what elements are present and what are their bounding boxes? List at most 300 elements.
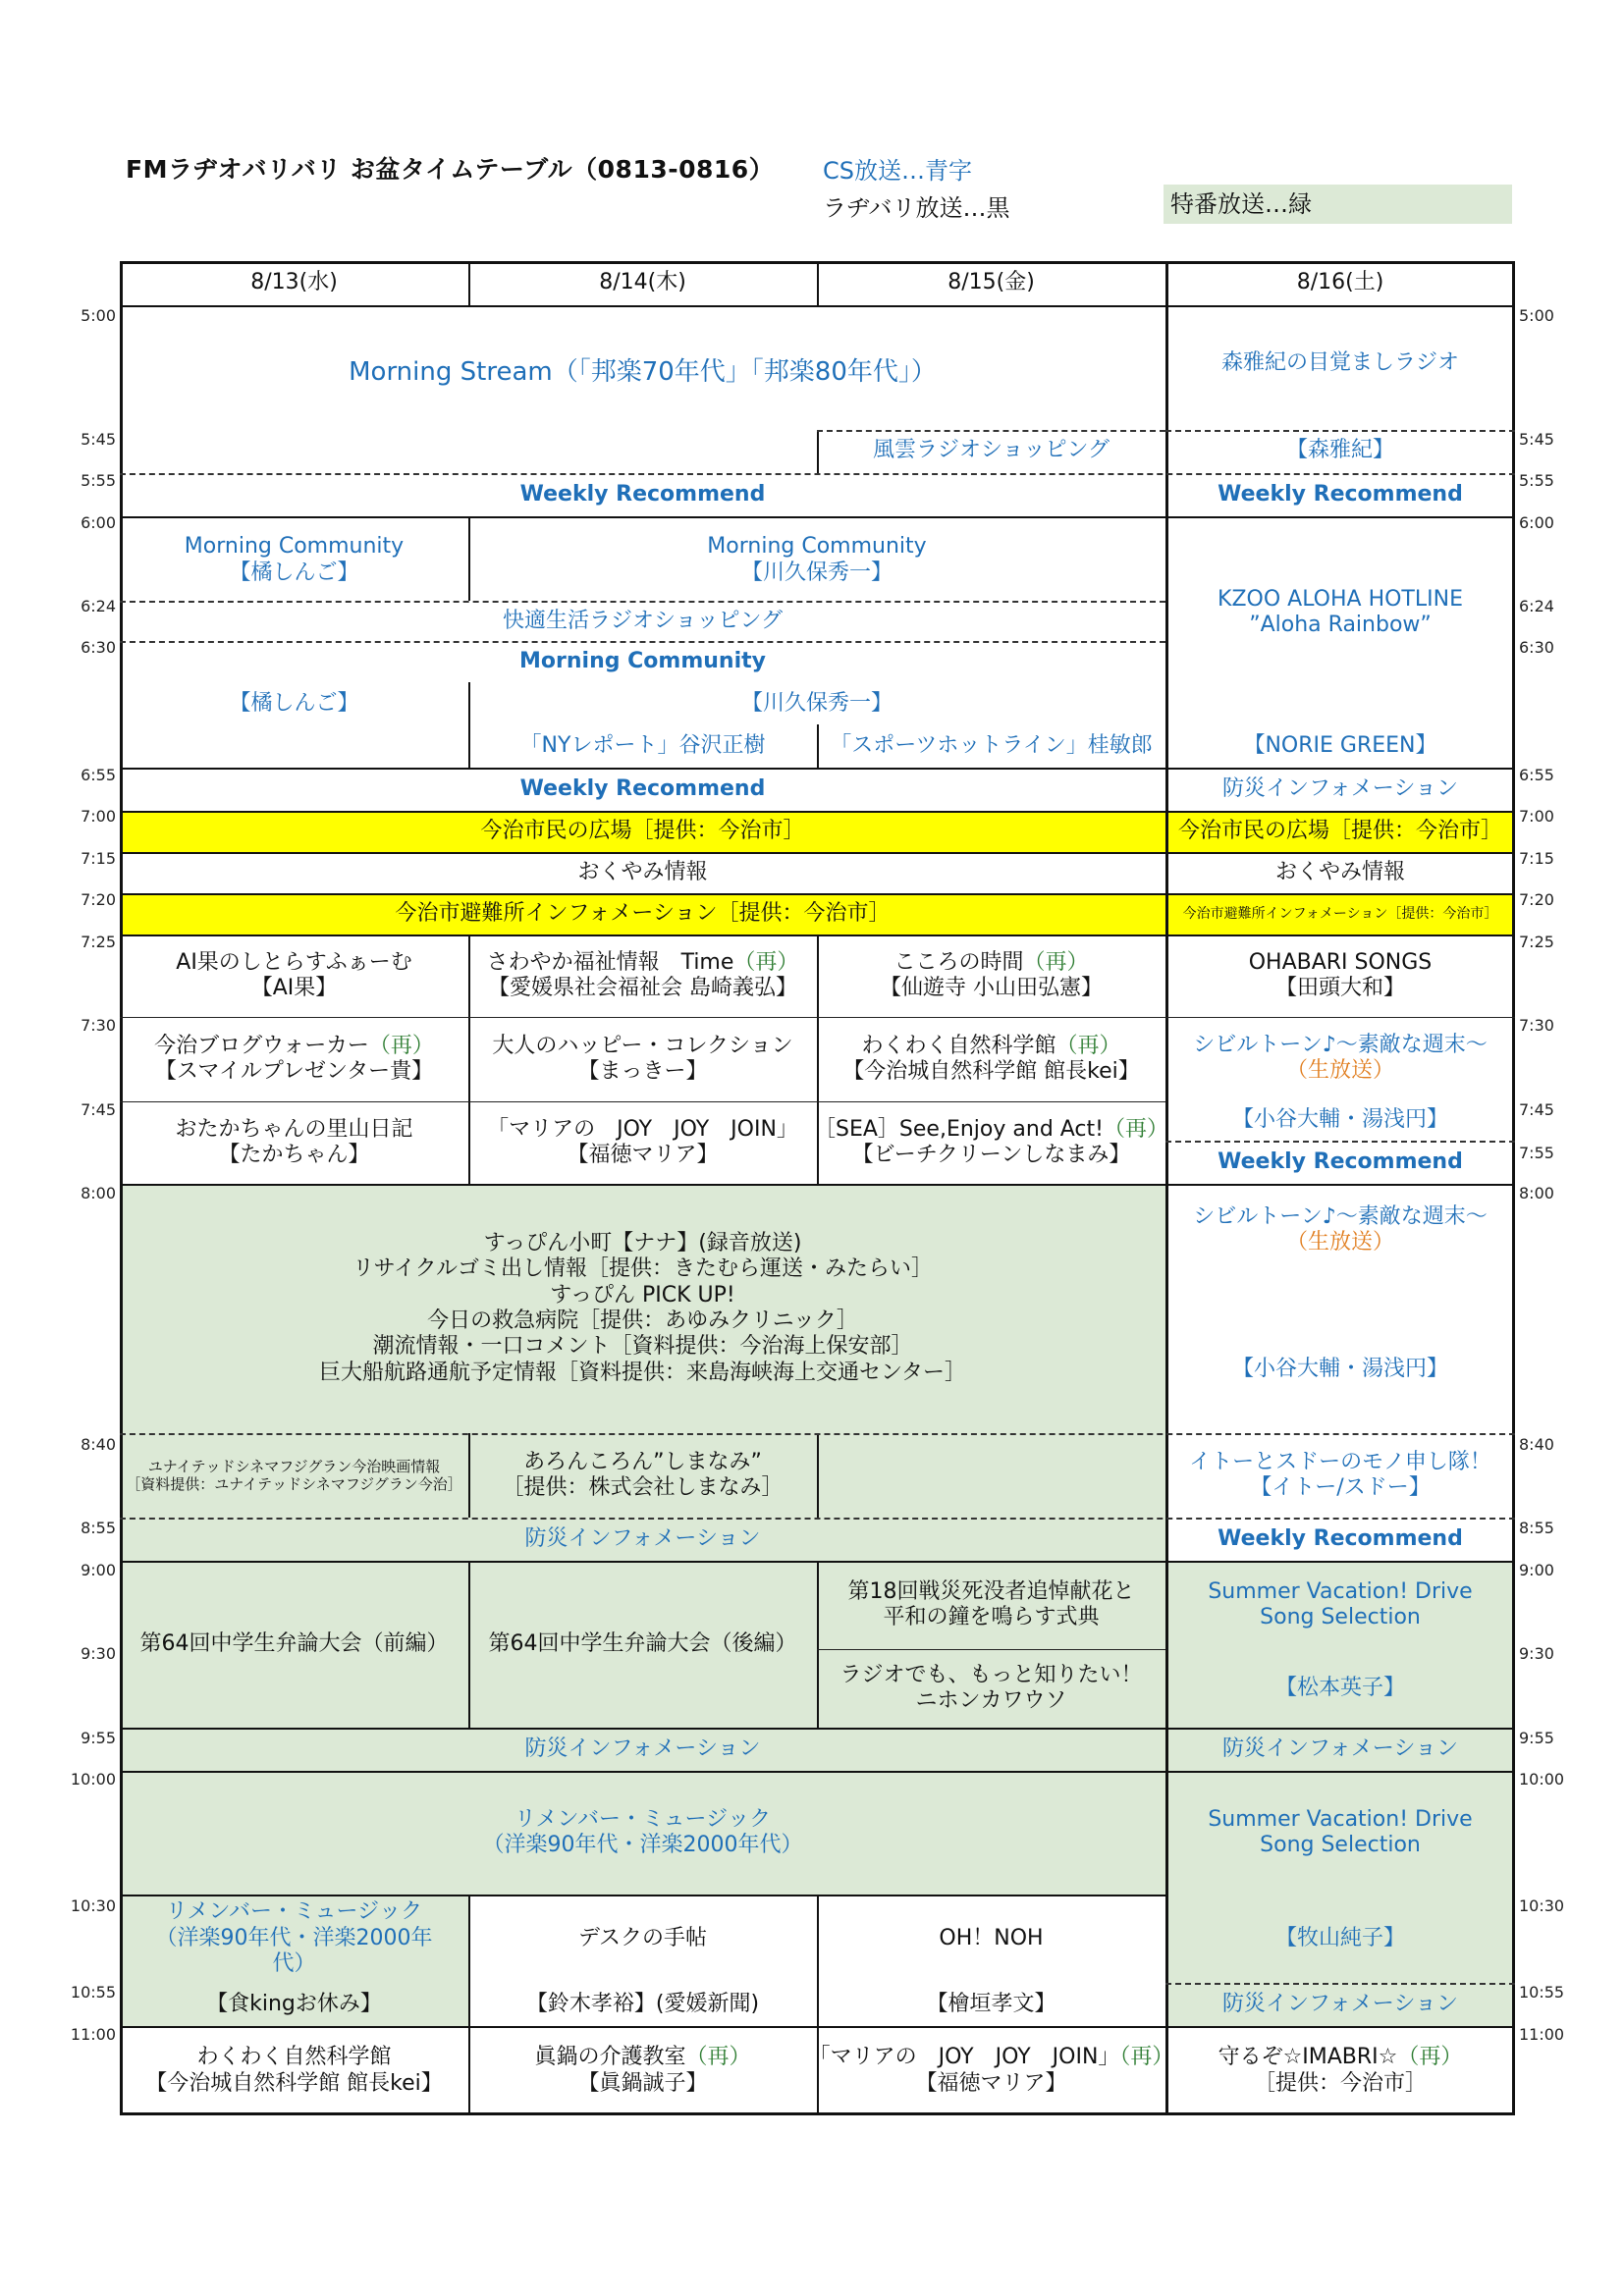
program-title: Weekly Recommend [519,481,766,507]
program-text [484,1231,802,1256]
time-label-right: 9:00 [1519,1561,1554,1579]
program-title: わくわく自然科学館 [196,2045,392,2070]
program-title: 【イトー/スドー】 [1250,1475,1431,1500]
program-title: あろんころん”しまなみ” [523,1449,762,1474]
program-title: 今治市避難所インフォメーション［提供：今治市］ [1182,905,1498,922]
program-text [1208,1807,1472,1833]
time-label-right: 5:00 [1519,306,1554,325]
program-text [1222,1736,1458,1762]
program-text [524,1526,760,1552]
time-label-left: 7:15 [81,849,116,868]
program-text [145,2071,443,2097]
program-title: 【小谷大輔・湯浅円】 [1231,1106,1448,1132]
program-cell [120,1771,1165,1895]
time-label-right: 7:15 [1519,849,1554,868]
program-text [1221,350,1459,376]
program-title: ［提供：今治市］ [1253,2070,1427,2096]
grid-line [120,893,1515,895]
time-label-left: 10:55 [70,1983,116,2002]
program-cell [814,1101,1168,1184]
program-cell [468,1017,817,1101]
program-text [126,1475,462,1493]
program-cell [468,682,1165,726]
time-label-left: 7:20 [81,890,116,909]
grid-line [1165,261,1168,2115]
program-text [520,733,766,759]
program-text [1275,976,1405,1001]
program-title: 【牧山純子】 [1274,1925,1405,1950]
program-cell [120,1895,468,1983]
program-text [883,1605,1099,1630]
grid-line [468,261,470,305]
program-cell [468,1433,817,1518]
program-text [229,691,358,717]
time-label-right: 6:00 [1519,513,1554,532]
grid-line [1165,430,1515,432]
program-title: 平和の鐘を鳴らす式典 [883,1605,1100,1629]
program-cell [1165,1141,1515,1184]
time-label-right: 7:20 [1519,890,1554,909]
time-label-left: 7:45 [81,1100,116,1119]
program-cell [120,305,1165,440]
grid-line [468,516,470,601]
grid-line [120,811,1515,813]
program-cell [1165,516,1515,709]
program-text [487,950,799,976]
program-cell [120,1184,1165,1433]
grid-line [120,852,1515,854]
program-title: リメンバー・ミュージック [165,1899,423,1925]
grid-line [120,1101,1165,1102]
program-cell [1165,305,1515,422]
grid-line [120,2026,1515,2028]
program-text [1243,733,1436,759]
time-label-right: 9:55 [1519,1729,1554,1747]
program-title: すっぴん PICK UP! [550,1282,735,1308]
rebroadcast-mark: （再） [1023,949,1089,975]
program-cell [468,724,817,768]
program-text [176,950,411,976]
program-cell [120,641,1165,682]
grid-line [1165,1983,1515,1985]
program-cell [1165,1518,1515,1561]
program-title: KZOO ALOHA HOTLINE [1218,586,1463,612]
program-cell [817,1649,1165,1728]
grid-line [468,1561,470,1728]
program-title: わくわく自然科学館 [861,1033,1056,1058]
program-text [861,1034,1120,1059]
program-text [550,1283,734,1308]
program-text [1193,1204,1488,1230]
program-cell [468,1101,817,1184]
program-text [427,1308,858,1334]
program-title: ［提供：株式会社しまなみ］ [502,1475,784,1500]
program-text [1218,1526,1463,1552]
rebroadcast-mark: （再） [1397,2045,1463,2070]
program-text [349,357,937,388]
program-text [154,1034,434,1059]
program-text [502,1475,783,1501]
program-title: Weekly Recommend [519,775,766,801]
time-label-right: 8:40 [1519,1435,1554,1454]
legend-special: 特番放送…緑 [1164,185,1512,224]
time-label-right: 7:25 [1519,933,1554,951]
program-text [185,534,404,560]
program-title: 【川久保秀一】 [740,560,893,585]
program-cell [1165,1184,1515,1276]
program-title: 防災インフォメーション [1221,1991,1459,2016]
program-title: すっぴん小町【ナナ】(録音放送) [483,1230,802,1255]
program-title: 今治ブログウォーカー [154,1033,369,1058]
program-title: ［資料提供：ユナイテッドシネマフジグラン今治］ [126,1475,462,1493]
program-cell [120,934,468,1017]
grid-line [817,1561,819,1728]
program-text [251,976,338,1001]
program-text [893,950,1088,976]
program-text [524,1736,760,1762]
program-cell [817,1895,1165,1983]
program-text [577,2071,707,2097]
program-text [1178,819,1502,844]
program-title: 【スマイルプレゼンター貴】 [154,1059,434,1084]
time-label-right: 6:30 [1519,638,1554,657]
time-label-left: 6:30 [81,638,116,657]
rebroadcast-mark: （再） [733,949,799,975]
program-text [830,733,1152,759]
program-title: 【橘しんご】 [229,691,359,717]
grid-line [817,1895,819,2115]
program-title: 【AI果】 [250,976,338,1000]
program-cell [1165,768,1515,811]
program-text [148,1458,441,1475]
program-title: Morning Community [184,534,405,560]
time-label-right: 7:30 [1519,1016,1554,1035]
program-title: Weekly Recommend [1218,1148,1463,1174]
program-text [372,1334,912,1360]
program-title: こころの時間 [893,949,1024,975]
grid-line [817,430,819,473]
program-cell [120,811,1165,852]
program-cell [120,1101,468,1184]
program-title: 第64回中学生弁論大会（前編） [139,1630,449,1656]
page-title: FMラヂオバリバリ お盆タイムテーブル（0813-0816） [126,155,775,184]
program-title: 「マリアの JOY JOY JOIN」 [808,2045,1120,2070]
time-label-left: 6:24 [81,597,116,615]
time-label-left: 5:45 [81,430,116,449]
program-cell [817,430,1165,471]
program-title: 【福徳マリア】 [915,2070,1067,2096]
program-title: 潮流情報・一口コメント［資料提供：今治海上保安部］ [372,1334,913,1360]
program-title: リメンバー・ミュージック [514,1806,772,1832]
program-cell [120,1433,468,1518]
program-cell [468,2026,817,2115]
rebroadcast-mark: （再） [368,1033,434,1058]
program-text [926,1992,1056,2017]
program-text [520,482,766,507]
program-text [939,1926,1043,1951]
time-label-left: 9:55 [81,1729,116,1747]
program-cell [120,768,1165,811]
program-title: 「マリアの JOY JOY JOIN」 [487,1116,798,1142]
time-label-right: 6:24 [1519,597,1554,615]
rebroadcast-mark: （再） [1103,1116,1168,1142]
program-text [206,1992,382,2017]
program-title: Song Selection [1260,1833,1421,1857]
grid-line [1165,1141,1515,1143]
program-title: 防災インフォメーション [1221,775,1459,801]
program-text [156,1926,433,1951]
time-label-left: 9:30 [81,1644,116,1663]
program-text [1232,1357,1448,1382]
time-label-right: 5:45 [1519,430,1554,449]
program-title: 【福徳マリア】 [567,1143,719,1167]
program-text [526,1992,759,2017]
grid-line [468,1895,470,2115]
time-label-left: 5:00 [81,306,116,325]
program-title: （生放送） [1285,1058,1394,1083]
program-text [1275,860,1405,885]
program-cell [1165,1728,1515,1771]
time-label-left: 6:55 [81,766,116,784]
program-title: ラジオでも、もっと知りたい！ [839,1662,1143,1687]
time-label-right: 10:00 [1519,1770,1565,1789]
program-title: ［SEA］See,Enjoy and Act! [814,1116,1104,1142]
program-title: 眞鍋の介護教室 [534,2045,686,2070]
program-title: 今治市民の広場［提供：今治市］ [480,818,805,843]
program-cell [468,1561,817,1728]
grid-line [120,1518,1515,1520]
grid-line [120,768,1515,770]
grid-line [817,1649,1165,1650]
day-header: 8/14(木) [599,270,686,295]
program-text [487,1117,798,1143]
program-text [1254,2071,1427,2097]
program-title: 【眞鍋誠子】 [577,2070,708,2096]
grid-line [120,601,1165,603]
grid-line [120,1895,1165,1896]
program-text [1286,438,1394,463]
program-title: 【今治城自然科学館 館長kei】 [842,1059,1140,1084]
program-text [1250,1475,1430,1501]
grid-line [817,934,819,1184]
rebroadcast-mark: （再） [1119,2045,1174,2070]
program-text [809,2045,1174,2070]
program-text [1286,1058,1394,1084]
program-title: Morning Community [707,534,927,560]
program-text [319,1361,966,1386]
program-cell [1165,430,1515,471]
program-text [352,1256,933,1282]
time-label-right: 10:55 [1519,1983,1565,2002]
program-text [272,1951,315,1977]
grid-line [468,682,470,768]
grid-line [817,261,819,305]
program-text [395,901,890,927]
program-title: 代） [272,1951,316,1977]
time-label-right: 8:00 [1519,1184,1554,1202]
program-title: さわやか福祉情報 Time [486,949,734,975]
program-title: 守るぞ☆IMABRI☆ [1218,2045,1398,2070]
rebroadcast-mark: （再） [685,2045,751,2070]
program-title: Weekly Recommend [1218,1525,1463,1551]
program-title: 第64回中学生弁論大会（後編） [488,1630,797,1656]
program-title: 今日の救急病院［提供：あゆみクリニック］ [427,1308,858,1333]
program-cell [1165,934,1515,1017]
program-text [1222,1992,1458,2017]
program-text [218,1143,369,1168]
time-label-left: 11:00 [70,2025,116,2044]
program-title: シビルトーン♪～素敵な週末～ [1193,1203,1488,1229]
program-text [741,691,893,717]
legend-cs: CS放送…青字 [823,157,972,185]
program-cell [817,934,1165,1017]
time-label-right: 10:30 [1519,1896,1565,1915]
program-text [175,1117,412,1143]
program-text [155,1059,433,1085]
program-text [707,534,926,560]
day-header: 8/16(土) [1296,270,1384,295]
rebroadcast-mark: （再） [1056,1033,1121,1058]
program-title: 【森雅紀】 [1285,437,1394,462]
program-text [1249,950,1433,976]
program-text [503,609,783,634]
program-cell [120,1017,468,1101]
program-title: 防災インフォメーション [524,1735,761,1761]
legend-radibari: ラヂバリ放送…黒 [823,194,1010,222]
program-text [852,1143,1131,1168]
program-cell [120,516,468,604]
time-label-left: 7:25 [81,933,116,951]
program-text [166,1899,422,1925]
program-title: Summer Vacation! Drive [1208,1578,1473,1604]
program-title: 【食kingお休み】 [206,1991,382,2016]
program-cell [120,852,1165,893]
program-title: 大人のハッピー・コレクション [492,1033,793,1058]
grid-line [468,934,470,1184]
grid-line [120,1433,1515,1435]
program-text [519,649,766,674]
program-text [1183,906,1498,923]
program-text [873,438,1110,463]
program-text [577,860,707,885]
program-text [1218,2045,1463,2070]
program-cell [1165,1649,1515,1728]
program-title: 【たかちゃん】 [218,1143,370,1167]
grid-line [120,1017,1515,1018]
program-cell [1165,893,1515,934]
grid-line [468,1433,470,1518]
program-cell [120,601,1165,643]
program-title: 【まっきー】 [577,1059,708,1084]
time-label-left: 10:30 [70,1896,116,1915]
program-text [1232,1107,1448,1133]
program-title: 【今治城自然科学館 館長kei】 [145,2070,443,2096]
program-text [1275,1926,1405,1951]
program-title: 【川久保秀一】 [740,691,893,717]
program-title: 【小谷大輔・湯浅円】 [1231,1356,1448,1381]
program-text [1260,1833,1421,1858]
program-cell [1165,473,1515,516]
program-cell [120,1518,1165,1561]
program-text [523,1450,762,1475]
program-text [514,1807,771,1833]
grid-line [817,724,819,768]
grid-line [120,1728,1515,1730]
program-text [577,1059,707,1085]
program-title: 【仙遊寺 小山田弘憲】 [880,976,1103,1000]
program-cell [1165,852,1515,893]
program-cell [120,893,1165,934]
program-text [1218,587,1463,613]
program-text [1249,613,1432,638]
program-cell [1165,1983,1515,2026]
program-title: 【ビーチクリーンしなまみ】 [851,1143,1131,1167]
program-cell [1165,1561,1515,1649]
program-title: （洋楽90年代・洋楽2000年代） [482,1833,803,1857]
program-title: OHABARI SONGS [1248,949,1433,975]
program-cell [817,1983,1165,2026]
program-cell [817,1561,1165,1649]
program-title: AI果のしとらすふぁーむ [176,949,412,975]
program-text [1275,1676,1405,1701]
program-text [842,1059,1140,1085]
program-title: 「NYレポート」谷沢正樹 [519,732,766,758]
program-cell [1165,1099,1515,1141]
program-title: 第18回戦災死没者追悼献花と [847,1578,1135,1604]
grid-line [817,1433,819,1518]
program-text [480,819,804,844]
program-title: イトーとスドーのモノ申し隊！ [1189,1449,1491,1474]
program-title: ”Aloha Rainbow” [1249,613,1432,637]
program-cell [808,2026,1174,2115]
program-cell [1165,1017,1515,1099]
program-title: おたかちゃんの里山日記 [175,1116,413,1142]
program-title: （洋楽90年代・洋楽2000年 [155,1925,433,1950]
time-label-left: 10:00 [70,1770,116,1789]
time-label-right: 7:45 [1519,1100,1554,1119]
grid-line [120,516,1515,518]
program-title: 「スポーツホットライン」桂敏郎 [830,732,1153,758]
grid-line [120,641,1165,643]
program-cell [468,1895,817,1983]
time-label-left: 9:00 [81,1561,116,1579]
program-title: 【田頭大和】 [1274,976,1405,1000]
program-text [741,561,893,586]
program-title: 【松本英子】 [1274,1675,1405,1700]
program-text [520,776,766,802]
grid-line [120,473,1515,475]
program-title: 風雲ラジオショッピング [872,437,1110,462]
program-cell [120,1561,468,1728]
program-text [1286,1230,1394,1255]
program-title: 【檜垣孝文】 [926,1991,1056,2016]
program-text [1222,776,1458,802]
time-label-right: 11:00 [1519,2025,1565,2044]
program-text [483,1833,803,1858]
program-title: OH！NOH [939,1925,1044,1950]
program-cell [120,2026,468,2115]
program-text [880,976,1103,1001]
program-title: 巨大船航路通航予定情報［資料提供：来島海峡海上交通センター］ [318,1360,967,1385]
program-title: 防災インフォメーション [524,1525,761,1551]
program-title: Song Selection [1260,1605,1421,1629]
program-text [1260,1605,1421,1630]
grid-line [120,1184,1515,1186]
program-title: シビルトーン♪～素敵な週末～ [1193,1032,1488,1057]
time-label-left: 5:55 [81,471,116,490]
time-label-left: 8:40 [81,1435,116,1454]
time-label-right: 6:55 [1519,766,1554,784]
